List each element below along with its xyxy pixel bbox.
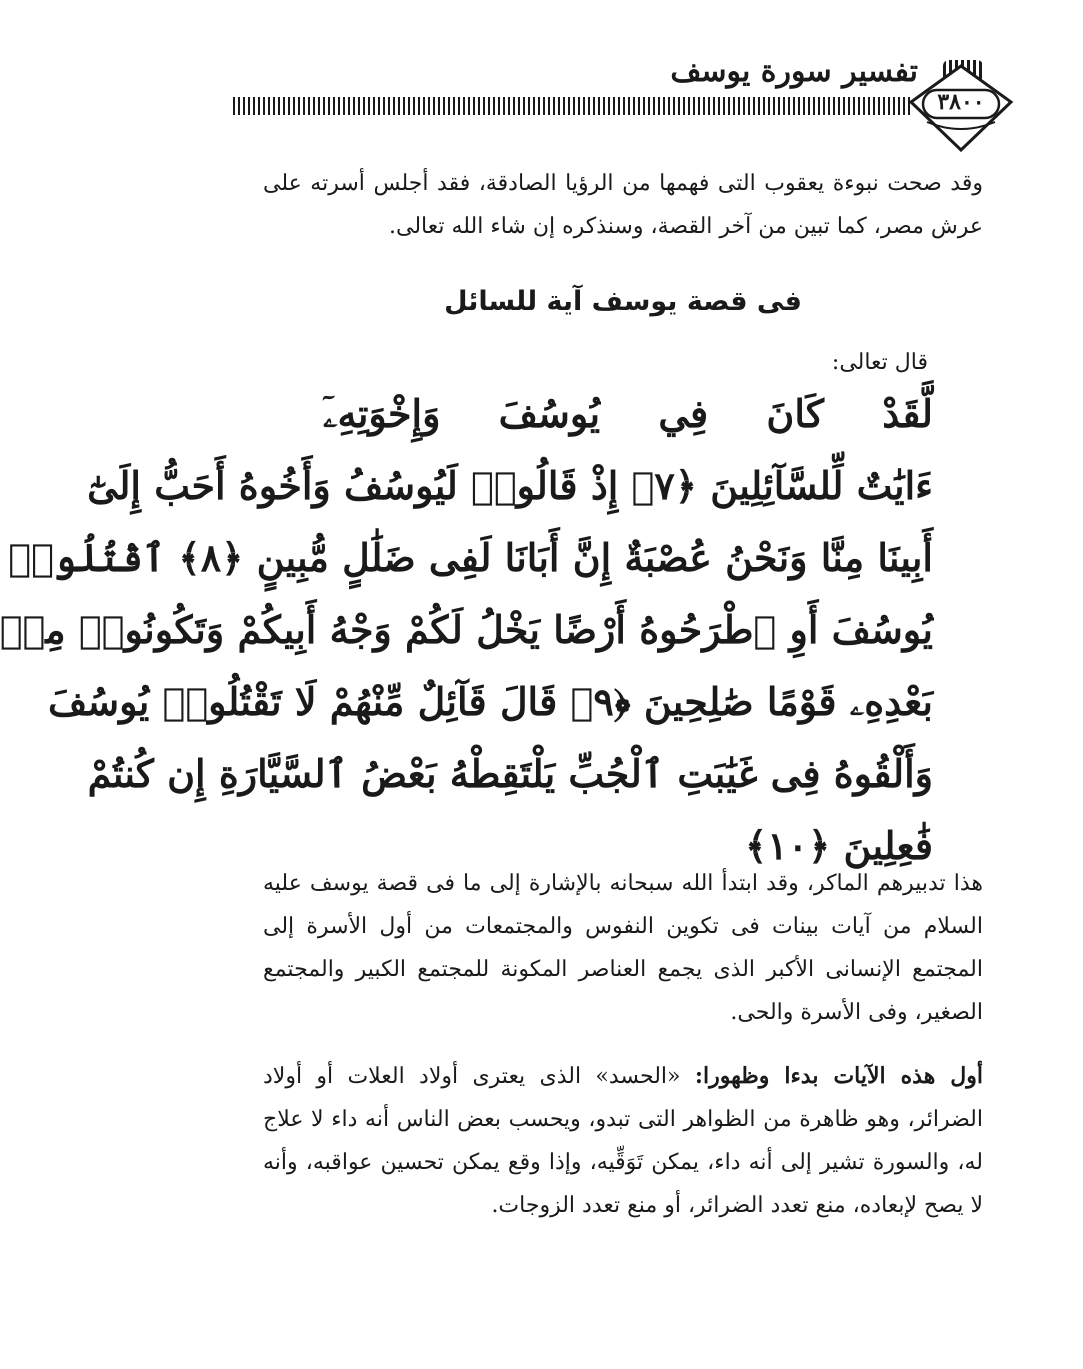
commentary-paragraph bbox=[263, 862, 983, 1034]
header-rule bbox=[233, 97, 913, 115]
verse-line: أَبِينَا مِنَّا وَنَحْنُ عُصْبَةٌ إِنَّ أَبَانَا لَفِى ضَلَٰلٍ مُّبِينٍ ﴿٨﴾ ٱقْتُلُوا۟ bbox=[8, 535, 933, 580]
verse-line: يُوسُفَ أَوِ ٱطْرَحُوهُ أَرْضًا يَخْلُ لَكُمْ وَجْهُ أَبِيكُمْ وَتَكُونُوا۟ مِنۢ bbox=[0, 607, 933, 652]
paragraph-body: «الحسد» الذى يعترى أولاد العلات أو أولاد الضرائر، وهو ظاهرة من الظواهر التى تبدو، ويحسب بعض الناس أنه داء لا علاج له، والسورة تشير إلى أنه داء، يمكن تَوَقِّيه، وإذا وقع يمكن تحسين عواقبه، وأنه لا يصح لإبعاده، منع تعدد الضرائر، أو منع تعدد الزوجات. bbox=[263, 1064, 983, 1218]
verse-line: لَّقَدْ كَانَ فِي يُوسُفَ وَإِخْوَتِهِۦٓ bbox=[323, 391, 933, 436]
page-number: ٣٨٠٠ bbox=[937, 89, 985, 115]
quran-verses bbox=[0, 378, 933, 882]
verse-intro: قال تعالى: bbox=[831, 350, 928, 375]
commentary-paragraph bbox=[263, 1055, 983, 1227]
intro-paragraph bbox=[263, 162, 983, 248]
running-title: تفسير سورة يوسف bbox=[670, 54, 918, 89]
paragraph-text bbox=[263, 1055, 983, 1227]
verse-line: بَعْدِهِۦ قَوْمًا صَٰلِحِينَ ﴿٩﴾ قَالَ قَآئِلٌ مِّنْهُمْ لَا تَقْتُلُوا۟ يُوسُفَ bbox=[47, 679, 933, 724]
verse-line: ءَايَٰتٌ لِّلسَّآئِلِينَ ﴿٧﴾ إِذْ قَالُوا۟ لَيُوسُفُ وَأَخُوهُ أَحَبُّ إِلَىٰٓ bbox=[87, 463, 933, 508]
paragraph-lead: أول هذه الآيات بدءا وظهورا: bbox=[694, 1063, 984, 1089]
section-heading: فى قصة يوسف آية للسائل bbox=[444, 286, 802, 317]
verse-line: وَأَلْقُوهُ فِى غَيَٰبَتِ ٱلْجُبِّ يَلْتَقِطْهُ بَعْضُ ٱلسَّيَّارَةِ إِن كُنتُمْ bbox=[87, 751, 933, 796]
page-header bbox=[163, 0, 1083, 160]
paragraph-text: هذا تدبيرهم الماكر، وقد ابتدأ الله سبحانه بالإشارة إلى ما فى قصة يوسف عليه السلام من آيات بينات فى تكوين النفوس والمجتمعات من أول الأسرة إلى المجتمع الإنسانى الأكبر الذى يجمع العناصر المكونة للمجتمع الكبير والمجتمع الصغير، وفى الأسرة والحى. bbox=[263, 871, 983, 1025]
paragraph-text: وقد صحت نبوءة يعقوب التى فهمها من الرؤيا الصادقة، فقد أجلس أسرته على عرش مصر، كما تبين من آخر القصة، وسنذكره إن شاء الله تعالى. bbox=[263, 171, 983, 239]
verse-line: فَٰعِلِينَ ﴿١٠﴾ bbox=[744, 823, 933, 868]
